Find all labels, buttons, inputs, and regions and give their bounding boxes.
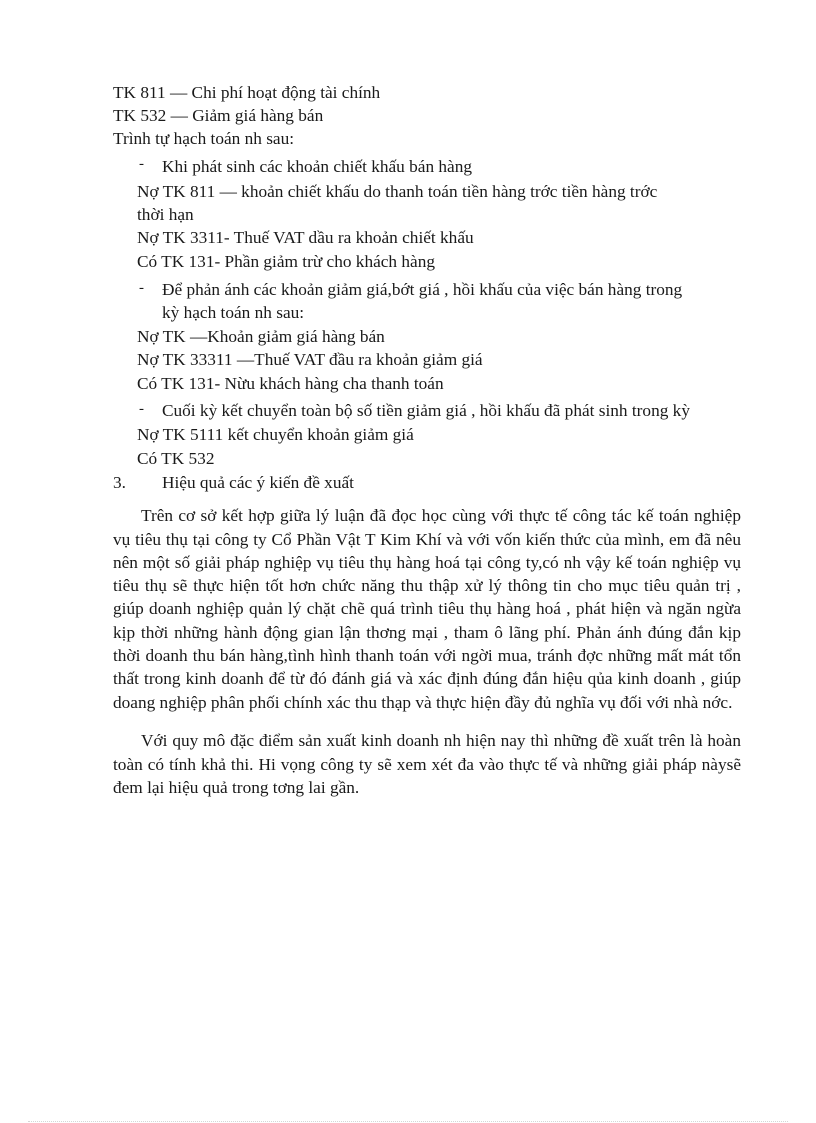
text-line: Nợ TK 811 — khoản chiết khấu do thanh toán tiền hàng trớc tiền hàng trớc xyxy=(137,182,658,201)
text-line: Nợ TK —Khoản giảm giá hàng bán xyxy=(137,327,385,346)
text-line: Có TK 532 xyxy=(137,449,215,468)
text-line: Có TK 131- Phần giảm trừ cho khách hàng xyxy=(137,252,435,271)
bullet-dash: - xyxy=(139,280,144,296)
bullet-text-continued: kỳ hạch toán nh sau: xyxy=(162,303,305,322)
text-line: Nợ TK 3311- Thuế VAT dầu ra khoản chiết khấu xyxy=(137,228,474,247)
bullet-text: Khi phát sinh các khoản chiết khấu bán hàng xyxy=(162,157,473,176)
text-line: TK 811 — Chi phí hoạt động tài chính xyxy=(113,83,381,102)
section-number: 3. xyxy=(113,473,126,492)
text-line: Có TK 131- Nừu khách hàng cha thanh toán xyxy=(137,374,444,393)
paragraph: Với quy mô đặc điểm sản xuất kinh doanh nh hiện nay thì những đề xuất trên là hoàn toàn có tính khả thi. Hi vọng công ty sẽ xem xét đa vào thực tế và những giải pháp nàysẽ đem lại hiệu quả trong tơng lai gần. xyxy=(113,731,741,797)
section-heading: Hiệu quả các ý kiến đề xuất xyxy=(162,473,354,492)
bullet-text: Cuối kỳ kết chuyển toàn bộ số tiền giảm giá , hồi khấu đã phát sinh trong kỳ xyxy=(162,401,690,420)
bullet-dash: - xyxy=(139,401,144,417)
text-line: Nợ TK 33311 —Thuế VAT đầu ra khoản giảm giá xyxy=(137,350,483,369)
page-bottom-border xyxy=(28,1121,788,1122)
bullet-text: Để phản ánh các khoản giảm giá,bớt giá , hồi khấu của việc bán hàng trong xyxy=(162,280,683,299)
text-line: Trình tự hạch toán nh sau: xyxy=(113,129,295,148)
paragraph: Trên cơ sở kết hợp giữa lý luận đã đọc học cùng với thực tế công tác kế toán nghiệp vụ tiêu thụ tại công ty Cổ Phần Vật T Kim Khí và với vốn kiến thức của mình, em đã nêu nên một số giải pháp nghiệp vụ tiêu thụ hàng hoá tại công ty,có nh vậy kế toán nghiệp vụ tiêu thụ sẽ thực hiện tốt hơn chức năng thu thập xử lý thông tin cho mục tiêu quản trị , giúp doanh nghiệp quản lý chặt chẽ quá trình tiêu thụ hàng hoá , phát hiện và ngăn ngừa kịp thời những hành động gian lận thơng mại , tham ô lãng phí. Phản ánh đúng đắn kịp thời doanh thu bán hàng,tình hình thanh toán với ngời mua, tránh đợc những mất mát tổn thất trong kinh doanh để từ đó đánh giá và xác định đúng đắn hiệu qủa kinh doanh , giúp doang nghiệp phân phối chính xác thu thạp và thực hiện đầy đủ nghĩa vụ đối với nhà nớc. xyxy=(113,506,741,712)
text-line: thời hạn xyxy=(137,205,194,224)
text-line: Nợ TK 5111 kết chuyển khoản giảm giá xyxy=(137,425,414,444)
bullet-dash: - xyxy=(139,156,144,172)
text-line: TK 532 — Giảm giá hàng bán xyxy=(113,106,324,125)
